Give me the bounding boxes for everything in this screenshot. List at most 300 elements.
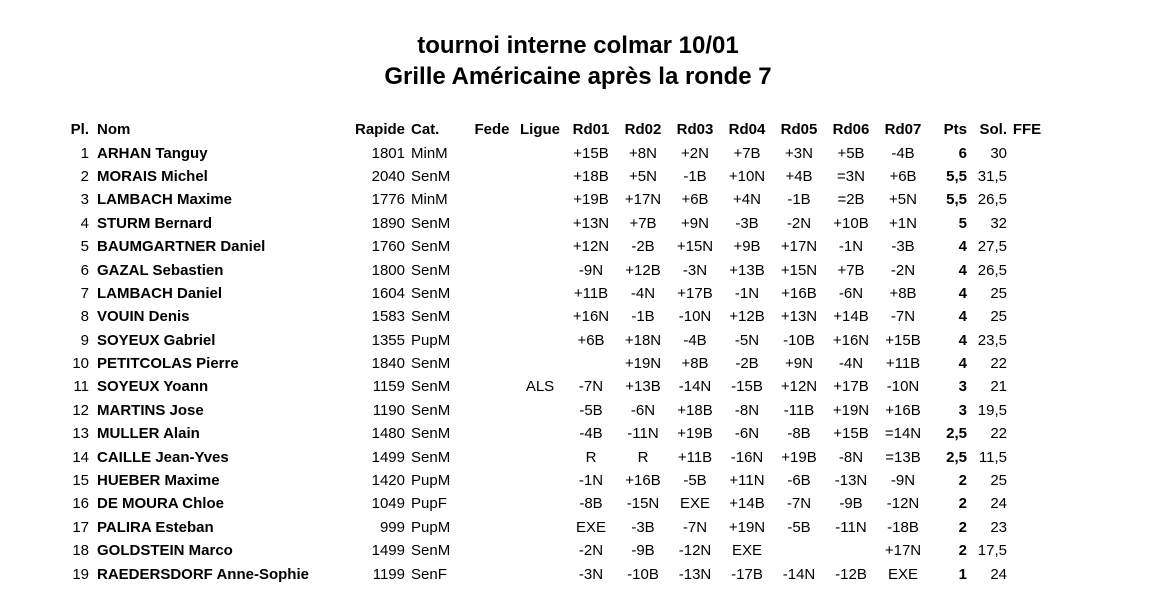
round-result-cell: -4B (683, 331, 707, 349)
column-header: Sol. (979, 121, 1007, 139)
place-cell: 1 (80, 144, 89, 162)
ffe-cell (1007, 469, 1047, 492)
league-cell (515, 399, 565, 422)
table-row (47, 212, 1047, 235)
table-row (47, 492, 1047, 515)
round-result-cell: -2N (786, 214, 812, 232)
points-cell: 5 (958, 214, 967, 232)
place-cell: 19 (72, 565, 89, 583)
category-cell: SenM (411, 284, 451, 302)
rapid-rating-cell: 1583 (371, 308, 405, 326)
round-result-cell: -6N (838, 284, 864, 302)
round-result-cell: +5N (629, 167, 657, 185)
round-result-cell: EXE (679, 495, 710, 513)
category-cell: SenM (411, 238, 451, 256)
category-cell: PupM (411, 518, 451, 536)
round-result-cell: +13N (780, 308, 818, 326)
round-result-cell: -2B (631, 238, 655, 256)
league-cell (515, 165, 565, 188)
round-result-cell: -13N (834, 472, 868, 490)
place-cell: 16 (72, 495, 89, 513)
ffe-cell (1007, 188, 1047, 211)
league-cell (515, 235, 565, 258)
round-result-cell: -7N (786, 495, 812, 513)
round-result-cell: -10N (678, 308, 712, 326)
federation-cell (469, 375, 515, 398)
round-result-cell: -7N (890, 308, 916, 326)
round-result-cell: +9B (733, 238, 761, 256)
federation-cell (469, 258, 515, 281)
table-row (47, 235, 1047, 258)
player-name-cell: GOLDSTEIN Marco (97, 542, 233, 560)
round-result-cell: +4B (785, 167, 813, 185)
place-cell: 12 (72, 401, 89, 419)
place-cell: 4 (80, 214, 89, 232)
round-result-cell (565, 352, 617, 375)
round-result-cell: +9N (681, 214, 709, 232)
solkoff-cell: 22 (990, 425, 1007, 443)
round-result-cell: +15N (780, 261, 818, 279)
round-result-cell: EXE (731, 542, 762, 560)
federation-cell (469, 212, 515, 235)
table-row (47, 352, 1047, 375)
round-result-cell: +14B (729, 495, 765, 513)
ffe-cell (1007, 539, 1047, 562)
ffe-cell (1007, 235, 1047, 258)
rapid-rating-cell: 1604 (371, 284, 405, 302)
points-cell: 1 (958, 565, 967, 583)
round-result-cell: -3N (682, 261, 708, 279)
league-cell (515, 188, 565, 211)
category-cell: SenF (411, 565, 447, 583)
table-row (47, 375, 1047, 398)
round-result-cell: +17N (884, 542, 922, 560)
round-result-cell: +10B (833, 214, 869, 232)
ffe-cell (1007, 375, 1047, 398)
table-row (47, 282, 1047, 305)
solkoff-cell: 23,5 (977, 331, 1007, 349)
player-name-cell: MORAIS Michel (97, 167, 208, 185)
round-result-cell: -14N (678, 378, 712, 396)
player-name-cell: VOUIN Denis (97, 308, 190, 326)
table-body (47, 141, 1047, 585)
ffe-cell (1007, 329, 1047, 352)
round-result-cell: =3N (837, 167, 865, 185)
round-result-cell: +19B (573, 191, 609, 209)
ffe-cell (1007, 305, 1047, 328)
table-row (47, 165, 1047, 188)
document-title: tournoi interne colmar 10/01 (417, 32, 739, 59)
solkoff-cell: 24 (990, 565, 1007, 583)
rapid-rating-cell: 1355 (371, 331, 405, 349)
round-result-cell: +17B (833, 378, 869, 396)
federation-cell (469, 329, 515, 352)
points-cell: 4 (958, 238, 967, 256)
round-result-cell: +18N (624, 331, 662, 349)
league-cell (515, 445, 565, 468)
round-result-cell: -8B (579, 495, 603, 513)
rapid-rating-cell: 1499 (371, 448, 405, 466)
round-result-cell: -13N (678, 565, 712, 583)
round-result-cell: +6B (577, 331, 605, 349)
round-result-cell: -6B (787, 472, 811, 490)
column-header: Rd06 (832, 121, 870, 139)
points-cell: 4 (958, 261, 967, 279)
player-name-cell: HUEBER Maxime (97, 472, 220, 490)
rapid-rating-cell: 1480 (371, 425, 405, 443)
round-result-cell: +10N (728, 167, 766, 185)
federation-cell (469, 165, 515, 188)
round-result-cell: -4B (579, 425, 603, 443)
solkoff-cell: 32 (990, 214, 1007, 232)
category-cell: SenM (411, 425, 451, 443)
solkoff-cell: 17,5 (977, 542, 1007, 560)
round-result-cell: -12N (678, 542, 712, 560)
solkoff-cell: 24 (990, 495, 1007, 513)
round-result-cell: +12N (572, 238, 610, 256)
place-cell: 5 (80, 238, 89, 256)
league-cell (515, 352, 565, 375)
ffe-cell (1007, 516, 1047, 539)
ffe-cell (1007, 399, 1047, 422)
table-row (47, 141, 1047, 164)
round-result-cell: +17N (780, 238, 818, 256)
points-cell: 5,5 (946, 191, 967, 209)
points-cell: 4 (958, 355, 967, 373)
points-cell: 4 (958, 308, 967, 326)
place-cell: 17 (72, 518, 89, 536)
round-result-cell: +1N (889, 214, 917, 232)
table-row (47, 562, 1047, 585)
points-cell: 2 (958, 472, 967, 490)
round-result-cell: +19B (677, 425, 713, 443)
rapid-rating-cell: 1190 (372, 401, 405, 419)
column-header: Ligue (520, 121, 560, 139)
solkoff-cell: 30 (990, 144, 1007, 162)
federation-cell (469, 422, 515, 445)
round-result-cell: +3N (785, 144, 813, 162)
rapid-rating-cell: 1801 (371, 144, 405, 162)
round-result-cell: +7B (629, 214, 657, 232)
table-row (47, 258, 1047, 281)
round-result-cell: +19N (624, 355, 662, 373)
round-result-cell: -9B (631, 542, 655, 560)
round-result-cell: +19B (781, 448, 817, 466)
round-result-cell: -14N (782, 565, 816, 583)
place-cell: 2 (80, 167, 89, 185)
round-result-cell: -11N (627, 425, 659, 443)
round-result-cell: +13B (625, 378, 661, 396)
category-cell: SenM (411, 167, 451, 185)
round-result-cell: +13B (729, 261, 765, 279)
place-cell: 7 (80, 284, 89, 302)
federation-cell (469, 539, 515, 562)
rapid-rating-cell: 1840 (371, 355, 405, 373)
round-result-cell: -3B (631, 518, 655, 536)
round-result-cell: -6N (734, 425, 760, 443)
category-cell: SenM (411, 378, 451, 396)
place-cell: 6 (80, 261, 89, 279)
points-cell: 2,5 (946, 448, 967, 466)
round-result-cell: -8N (838, 448, 864, 466)
category-cell: SenM (411, 214, 451, 232)
round-result-cell: +6B (681, 191, 709, 209)
column-header: FFE (1012, 121, 1042, 139)
player-name-cell: SOYEUX Yoann (97, 378, 209, 396)
federation-cell (469, 399, 515, 422)
category-cell: SenM (411, 261, 451, 279)
place-cell: 13 (72, 425, 89, 443)
player-name-cell: RAEDERSDORF Anne-Sophie (97, 565, 309, 583)
federation-cell (469, 562, 515, 585)
column-header: Rd05 (780, 121, 818, 139)
ffe-cell (1007, 165, 1047, 188)
federation-cell (469, 469, 515, 492)
solkoff-cell: 26,5 (977, 261, 1007, 279)
league-cell (515, 141, 565, 164)
league-cell (515, 516, 565, 539)
round-result-cell: +16N (832, 331, 870, 349)
points-cell: 3 (958, 401, 967, 419)
federation-cell (469, 492, 515, 515)
column-header: Nom (97, 121, 131, 139)
solkoff-cell: 25 (990, 284, 1007, 302)
round-result-cell: -4B (891, 144, 915, 162)
ffe-cell (1007, 422, 1047, 445)
round-result-cell: -9B (839, 495, 863, 513)
round-result-cell: +17B (677, 284, 713, 302)
solkoff-cell: 26,5 (977, 191, 1007, 209)
rapid-rating-cell: 1890 (371, 214, 405, 232)
league-cell: ALS (525, 378, 555, 396)
solkoff-cell: 23 (990, 518, 1007, 536)
category-cell: SenM (411, 308, 451, 326)
round-result-cell: -5N (734, 331, 760, 349)
player-name-cell: BAUMGARTNER Daniel (97, 238, 266, 256)
category-cell: PupM (411, 331, 451, 349)
round-result-cell: +17N (624, 191, 662, 209)
column-header: Pl. (70, 121, 89, 139)
player-name-cell: GAZAL Sebastien (97, 261, 224, 279)
federation-cell (469, 445, 515, 468)
ffe-cell (1007, 492, 1047, 515)
round-result-cell: R (585, 448, 597, 466)
round-result-cell: -10B (783, 331, 815, 349)
round-result-cell: -9N (890, 472, 916, 490)
round-result-cell: -1N (734, 284, 760, 302)
round-result-cell: =14N (884, 425, 922, 443)
category-cell: PupF (411, 495, 447, 513)
round-result-cell: +14B (833, 308, 869, 326)
solkoff-cell: 25 (990, 472, 1007, 490)
column-header: Rd02 (624, 121, 662, 139)
points-cell: 3 (958, 378, 967, 396)
table-row (47, 188, 1047, 211)
column-header: Cat. (411, 121, 440, 139)
federation-cell (469, 282, 515, 305)
column-header: Rd01 (572, 121, 610, 139)
round-result-cell: +5B (837, 144, 865, 162)
round-result-cell: -10N (886, 378, 920, 396)
round-result-cell: -1B (787, 191, 811, 209)
round-result-cell: -7N (578, 378, 604, 396)
category-cell: SenM (411, 448, 451, 466)
round-result-cell: -2N (890, 261, 916, 279)
points-cell: 2 (958, 542, 967, 560)
round-result-cell: +8B (681, 355, 709, 373)
round-result-cell: R (637, 448, 649, 466)
standings-table (47, 118, 1047, 586)
player-name-cell: ARHAN Tanguy (97, 144, 208, 162)
federation-cell (469, 305, 515, 328)
round-result-cell: -1N (578, 472, 604, 490)
category-cell: SenM (411, 401, 451, 419)
place-cell: 9 (80, 331, 89, 349)
solkoff-cell: 31,5 (977, 167, 1007, 185)
ffe-cell (1007, 352, 1047, 375)
round-result-cell: +11N (729, 472, 765, 490)
federation-cell (469, 188, 515, 211)
round-result-cell: -15B (731, 378, 763, 396)
round-result-cell: -6N (630, 401, 656, 419)
column-header: Fede (474, 121, 510, 139)
solkoff-cell: 19,5 (977, 401, 1007, 419)
table-row (47, 422, 1047, 445)
round-result-cell: +15B (573, 144, 609, 162)
league-cell (515, 329, 565, 352)
league-cell (515, 422, 565, 445)
round-result-cell: +15N (676, 238, 714, 256)
round-result-cell: +11B (573, 284, 609, 302)
solkoff-cell: 25 (990, 308, 1007, 326)
round-result-cell: EXE (887, 565, 918, 583)
table-row (47, 516, 1047, 539)
player-name-cell: PALIRA Esteban (97, 518, 214, 536)
table-row (47, 329, 1047, 352)
round-result-cell: +16B (781, 284, 817, 302)
column-header: Rapide (354, 121, 405, 139)
round-result-cell: +8N (629, 144, 657, 162)
round-result-cell: -1N (838, 238, 864, 256)
round-result-cell: +12B (625, 261, 661, 279)
round-result-cell: =2B (837, 191, 865, 209)
place-cell: 3 (80, 191, 89, 209)
round-result-cell (825, 539, 877, 562)
round-result-cell: -10B (627, 565, 659, 583)
round-result-cell: -15N (626, 495, 660, 513)
player-name-cell: SOYEUX Gabriel (97, 331, 216, 349)
league-cell (515, 305, 565, 328)
round-result-cell: +16B (625, 472, 661, 490)
points-cell: 5,5 (946, 167, 967, 185)
round-result-cell: +18B (677, 401, 713, 419)
round-result-cell: +12N (780, 378, 818, 396)
round-result-cell: -2B (735, 355, 759, 373)
rapid-rating-cell: 1049 (371, 495, 405, 513)
rapid-rating-cell: 1499 (371, 542, 405, 560)
points-cell: 2 (958, 495, 967, 513)
round-result-cell: -8N (734, 401, 760, 419)
league-cell (515, 562, 565, 585)
place-cell: 10 (72, 355, 89, 373)
ffe-cell (1007, 258, 1047, 281)
federation-cell (469, 516, 515, 539)
round-result-cell: -4N (630, 284, 656, 302)
place-cell: 11 (73, 378, 89, 396)
round-result-cell: =13B (885, 448, 921, 466)
points-cell: 2 (958, 518, 967, 536)
round-result-cell: -17B (731, 565, 763, 583)
league-cell (515, 258, 565, 281)
table-row (47, 305, 1047, 328)
place-cell: 8 (80, 308, 89, 326)
round-result-cell: -5B (683, 472, 707, 490)
table-row (47, 469, 1047, 492)
category-cell: PupM (411, 472, 451, 490)
round-result-cell: +16N (572, 308, 610, 326)
round-result-cell: +8B (889, 284, 917, 302)
solkoff-cell: 21 (990, 378, 1007, 396)
round-result-cell: +11B (677, 448, 713, 466)
ffe-cell (1007, 212, 1047, 235)
category-cell: MinM (411, 191, 448, 209)
round-result-cell: +18B (573, 167, 609, 185)
round-result-cell: -12N (886, 495, 920, 513)
column-header: Rd07 (884, 121, 922, 139)
solkoff-cell: 22 (990, 355, 1007, 373)
round-result-cell: -7N (682, 518, 708, 536)
league-cell (515, 469, 565, 492)
table-row (47, 445, 1047, 468)
place-cell: 15 (72, 472, 89, 490)
round-result-cell: -12B (835, 565, 867, 583)
round-result-cell: +13N (572, 214, 610, 232)
round-result-cell: +7B (733, 144, 761, 162)
rapid-rating-cell: 1760 (371, 238, 405, 256)
round-result-cell: -9N (578, 261, 604, 279)
round-result-cell (773, 539, 825, 562)
player-name-cell: MARTINS Jose (97, 401, 204, 419)
round-result-cell: -11N (835, 518, 867, 536)
place-cell: 14 (72, 448, 89, 466)
document-subtitle: Grille Américaine après la ronde 7 (384, 63, 772, 90)
round-result-cell: -2N (578, 542, 604, 560)
round-result-cell: +5N (889, 191, 917, 209)
points-cell: 6 (958, 144, 967, 162)
league-cell (515, 282, 565, 305)
rapid-rating-cell: 2040 (371, 167, 405, 185)
round-result-cell: -3N (578, 565, 604, 583)
round-result-cell: -1B (683, 167, 707, 185)
solkoff-cell: 11,5 (978, 448, 1007, 466)
table-row (47, 539, 1047, 562)
table-row (47, 399, 1047, 422)
points-cell: 4 (958, 284, 967, 302)
player-name-cell: STURM Bernard (97, 214, 213, 232)
category-cell: SenM (411, 542, 451, 560)
round-result-cell: -16N (730, 448, 764, 466)
ffe-cell (1007, 562, 1047, 585)
round-result-cell: -4N (838, 355, 864, 373)
federation-cell (469, 352, 515, 375)
column-header: Rd04 (728, 121, 766, 139)
round-result-cell: -5B (579, 401, 603, 419)
solkoff-cell: 27,5 (977, 238, 1007, 256)
column-header: Pts (943, 121, 967, 139)
rapid-rating-cell: 999 (379, 518, 405, 536)
points-cell: 2,5 (946, 425, 967, 443)
round-result-cell: -5B (787, 518, 811, 536)
